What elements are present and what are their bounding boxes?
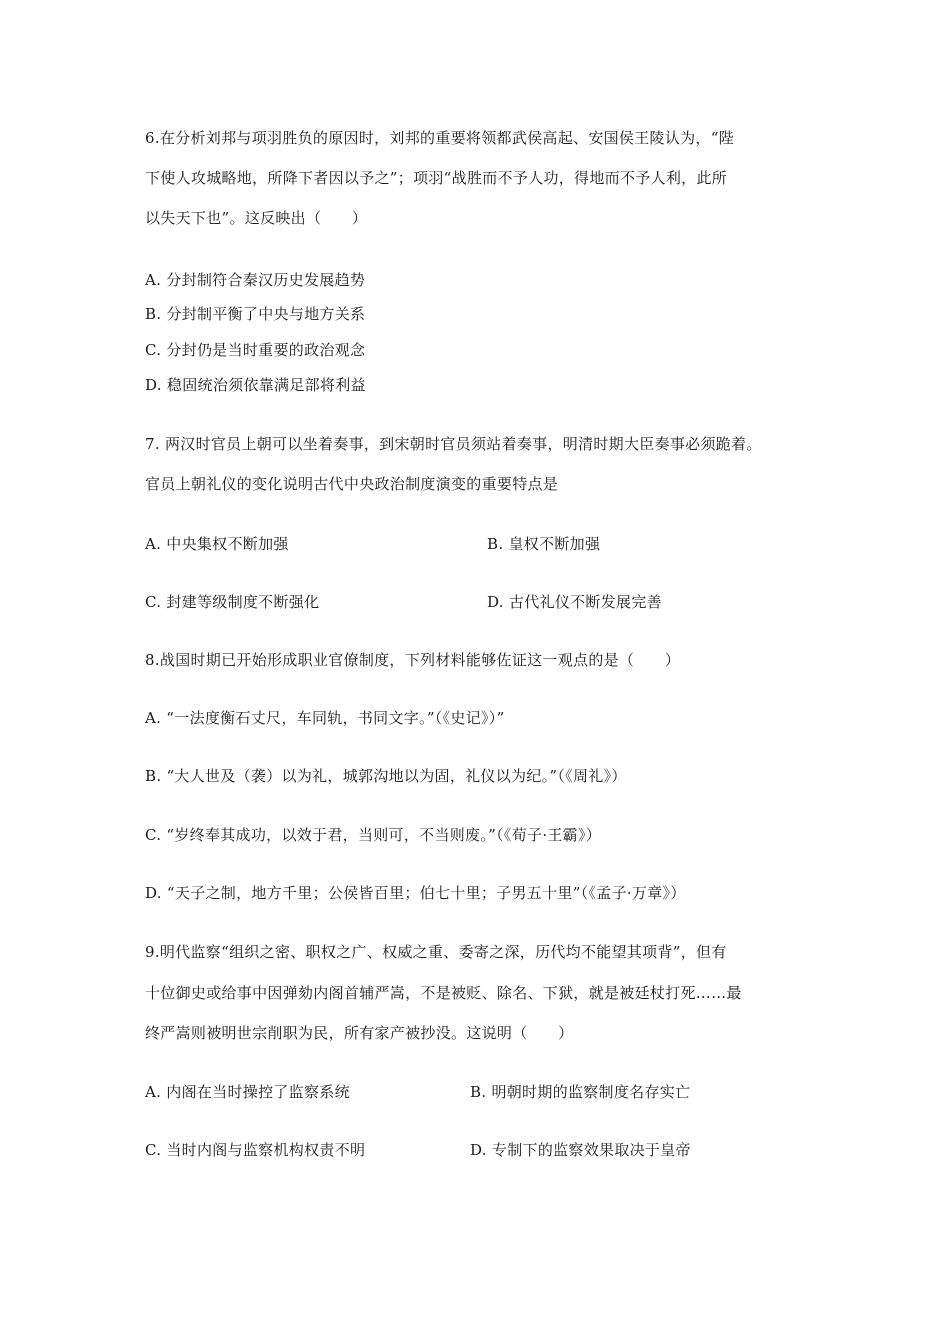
q8-stem-line-1: 8.战国时期已开始形成职业官僚制度，下列材料能够佐证这一观点的是（ ） [145,651,681,669]
q9-stem-line-3: 终严嵩则被明世宗削职为民，所有家产被抄没。这说明（ ） [145,1024,574,1042]
q6-stem-line-2: 下使人攻城略地，所降下者因以予之”；项羽“战胜而不予人功，得地而不予人利，此所 [145,169,728,187]
q7-option-c: C. 封建等级制度不断强化 [145,593,320,611]
q6-option-c: C. 分封仍是当时重要的政治观念 [145,341,366,359]
q9-option-b: B. 明朝时期的监察制度名存实亡 [470,1083,691,1101]
q6-option-d: D. 稳固统治须依靠满足部将利益 [145,376,366,394]
q7-option-d: D. 古代礼仪不断发展完善 [487,593,662,611]
q6-option-a: A. 分封制符合秦汉历史发展趋势 [145,271,366,289]
q7-option-b: B. 皇权不断加强 [487,535,601,553]
q6-option-b: B. 分封制平衡了中央与地方关系 [145,305,366,323]
q8-option-a: A. “一法度衡石丈尺，车同轨，书同文字。”（《史记》）” [145,709,505,727]
q7-option-a: A. 中央集权不断加强 [145,535,289,553]
q6-stem-line-1: 6.在分析刘邦与项羽胜负的原因时，刘邦的重要将领都武侯高起、安国侯王陵认为，“陛 [145,129,734,147]
q8-option-c: C. “岁终奉其成功，以效于君，当则可，不当则废。”（《荀子·王霸》） [145,826,602,844]
q9-stem-line-1: 9.明代监察“组织之密、职权之广、权威之重、委寄之深，历代均不能望其项背”，但有 [145,943,727,961]
q9-option-a: A. 内阁在当时操控了监察系统 [145,1083,350,1101]
q6-stem-line-3: 以失天下也”。这反映出（ ） [145,209,368,227]
q8-option-d: D. “天子之制，地方千里；公侯皆百里；伯七十里；子男五十里”（《孟子·万章》） [145,884,686,902]
q9-option-d: D. 专制下的监察效果取决于皇帝 [470,1141,691,1159]
q9-option-c: C. 当时内阁与监察机构权责不明 [145,1141,366,1159]
q7-stem-line-2: 官员上朝礼仪的变化说明古代中央政治制度演变的重要特点是 [145,475,559,493]
q9-stem-line-2: 十位御史或给事中因弹劾内阁首辅严嵩，不是被贬、除名、下狱，就是被廷杖打死……最 [145,984,742,1002]
q8-option-b: B. “大人世及（袭）以为礼，城郭沟地以为固，礼仪以为纪。”（《周礼》） [145,767,627,785]
q7-stem-line-1: 7. 两汉时官员上朝可以坐着奏事，到宋朝时官员须站着奏事，明清时期大臣奏事必须跪着。 [145,435,762,453]
